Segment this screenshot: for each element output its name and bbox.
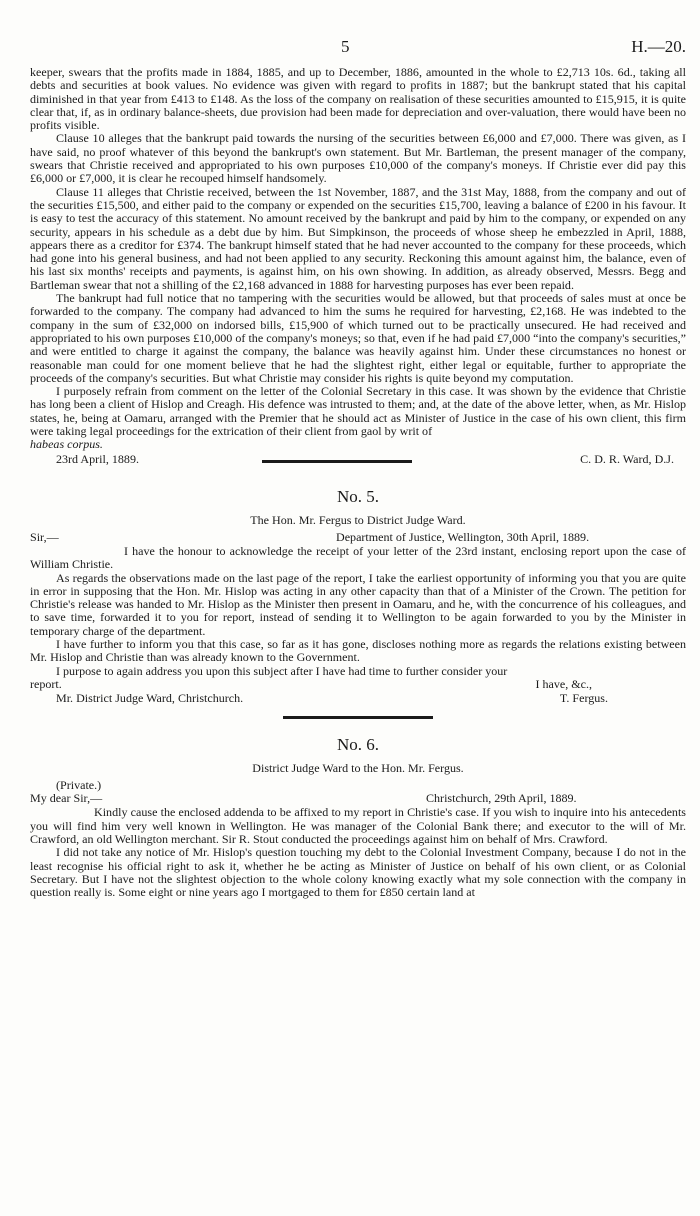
paragraph: I purposely refrain from comment on the letter of the Colonial Secretary in this case. It was shown by the evidence that Christie has long been a client of Hislop and Creagh. His defence was intrusted to them; and, at the date of the above letter, when, as Mr. Hislop states, he, being at Oamaru, arranged with the Premier that he should act as Minister of Justice in the case of his own client, this firm were taking legal proceedings for the extrication of their client from gaol by writ of — [30, 384, 686, 439]
report-signature-line — [30, 453, 686, 467]
report-date: 23rd April, 1889. — [56, 451, 139, 466]
page-number: 5 — [341, 37, 350, 56]
salutation-line — [30, 531, 686, 545]
report-signature: C. D. R. Ward, D.J. — [580, 451, 674, 466]
document-title: The Hon. Mr. Fergus to District Judge Ward. — [250, 512, 466, 527]
closing: I have, &c., — [535, 676, 592, 691]
place-date: Department of Justice, Wellington, 30th April, 1889. — [336, 529, 590, 544]
document-no-6 — [30, 735, 686, 900]
paragraph: Clause 11 alleges that Christie received, between the 1st November, 1887, and the 31st May, 1888, from the company and out of the securities £15,500, and either paid to the company or expended on the securities £15,700, leaving a balance of £200 in his favour. It is easy to test the accuracy of this statement. No amount received by the bankrupt and paid by him to the company, or expended on any security, appears in his schedule as a debt due by him. But Simpkinson, the proceeds of whose sheep he embezzled in April, 1888, appears there as a creditor for £374. The bankrupt himself stated that he had never accounted to the company for these proceeds, which had gone into his general business, and had not been applied to any security. Reckoning this amount against him, the balance, even of his last six months' receipts and payments, is against him, on his own showing. In addition, as already observed, Messrs. Begg and Bartleman swear that not a shilling of the £2,168 advanced in 1888 for harvesting purposes has ever been repaid. — [30, 184, 686, 292]
paragraph: keeper, swears that the profits made in 1884, 1885, and up to December, 1886, amounted in the whole to £2,713 10s. 6d., taking all debts and securities at book values. No evidence was given with regard to profits in 1887; but the bankrupt stated that his capital diminished in that year from £413 to £148. As the loss of the company on realisation of these securities amounted to £15,915, it is quite clear that, if, as in ordinary balance-sheets, due provision had been made for depreciation and over-valuation, there would have been no profits visible. — [30, 65, 686, 133]
addressee: Mr. District Judge Ward, Christchurch. — [56, 690, 244, 705]
place-date: Christchurch, 29th April, 1889. — [426, 791, 577, 806]
paragraph: I did not take any notice of Mr. Hislop's question touching my debt to the Colonial Investment Company, because I do not in the least recognise his official right to ask it, whether he be acting as Minister of Justice on behalf of his own client, or as Colonial Secretary. But I have not the slightest objection to the whole colony knowing exactly what my sole connection with the company in question really is. Some eight or nine years ago I mortgaged to them for £850 certain land at — [30, 845, 686, 900]
closing-line — [30, 678, 686, 692]
addressee-line — [30, 692, 686, 706]
document-number: No. 5. — [336, 486, 380, 506]
paragraph: I have the honour to acknowledge the receipt of your letter of the 23rd instant, enclosing report upon the case of William Christie. — [30, 543, 686, 572]
report-continuation — [30, 66, 686, 467]
salutation-line — [30, 792, 686, 806]
document-number: No. 6. — [336, 734, 380, 754]
section-divider — [262, 460, 412, 463]
private-note: (Private.) — [56, 778, 102, 793]
paragraph-italic-end: habeas corpus. — [30, 437, 103, 452]
paragraph: I have further to inform you that this case, so far as it has gone, discloses nothing more as regards the relations existing between Mr. Hislop and Christie than was already known to the Government. — [30, 636, 686, 665]
paragraph: As regards the observations made on the last page of the report, I take the earliest opportunity of informing you that you are quite in error in supposing that the Hon. Mr. Hislop was acting in any other capacity than that of a Minister of the Crown. The petition for Christie's release was handed to Mr. Hislop as the Minister then present in Oamaru, and he, with the concurrence of his colleagues, and to save time, forwarded it to you for report, instead of sending it to Wellington to be again forwarded to you by the Minister in temporary charge of the department. — [30, 570, 686, 638]
section-divider — [283, 716, 433, 719]
paragraph-end: report. — [30, 676, 62, 691]
paragraph: The bankrupt had full notice that no tampering with the securities would be allowed, but that proceeds of sales must at once be forwarded to the company. The company had advanced to him the sums he required for harvesting, £2,168. He was indebted to the company in the sum of £32,000 on indorsed bills, £15,900 of which turned out to be practically unsecured. He had received and appropriated to his own purposes £10,000 of the company's moneys; so that, even if he had paid £7,000 “into the company's securities,” and were entitled to charge it against the company, the balance was heavily against him. Under these circumstances no honest or reasonable man could for one moment believe that he had the slightest right, either legal or equitable, further to appropriate the proceeds of the company's securities. But what Christie may consider his rights is quite beyond my computation. — [30, 291, 686, 385]
paragraph: I purpose to again address you upon this subject after I have had time to further consider your — [56, 663, 508, 678]
signature: T. Fergus. — [559, 690, 608, 705]
paragraph: Kindly cause the enclosed addenda to be affixed to my report in Christie's case. If you wish to inquire into his antecedents you will find him very well known in Wellington. He was manager of the Colonial Bank there; and executor to the will of Mr. Crawford, an old Wellington merchant. Sir R. Stout conducted the proceedings against him on behalf of Mrs. Crawford. — [30, 805, 686, 847]
page-header — [30, 30, 686, 66]
document-no-5 — [30, 487, 686, 719]
paragraph: Clause 10 alleges that the bankrupt paid towards the nursing of the securities between £6,000 and £7,000. There was given, as I have said, no proof whatever of this beyond the bankrupt's own statement. But Mr. Bartleman, the present manager of the company, swears that Christie received and appropriated to his own purposes £10,000 of the company's moneys. If Christie ever did pay this £6,000 or £7,000, it is clear he recouped himself handsomely. — [30, 131, 686, 186]
salutation: Sir,— — [30, 529, 59, 544]
document-reference: H.—20. — [631, 37, 686, 56]
document-title: District Judge Ward to the Hon. Mr. Fergus. — [252, 760, 464, 775]
salutation: My dear Sir,— — [30, 791, 103, 806]
